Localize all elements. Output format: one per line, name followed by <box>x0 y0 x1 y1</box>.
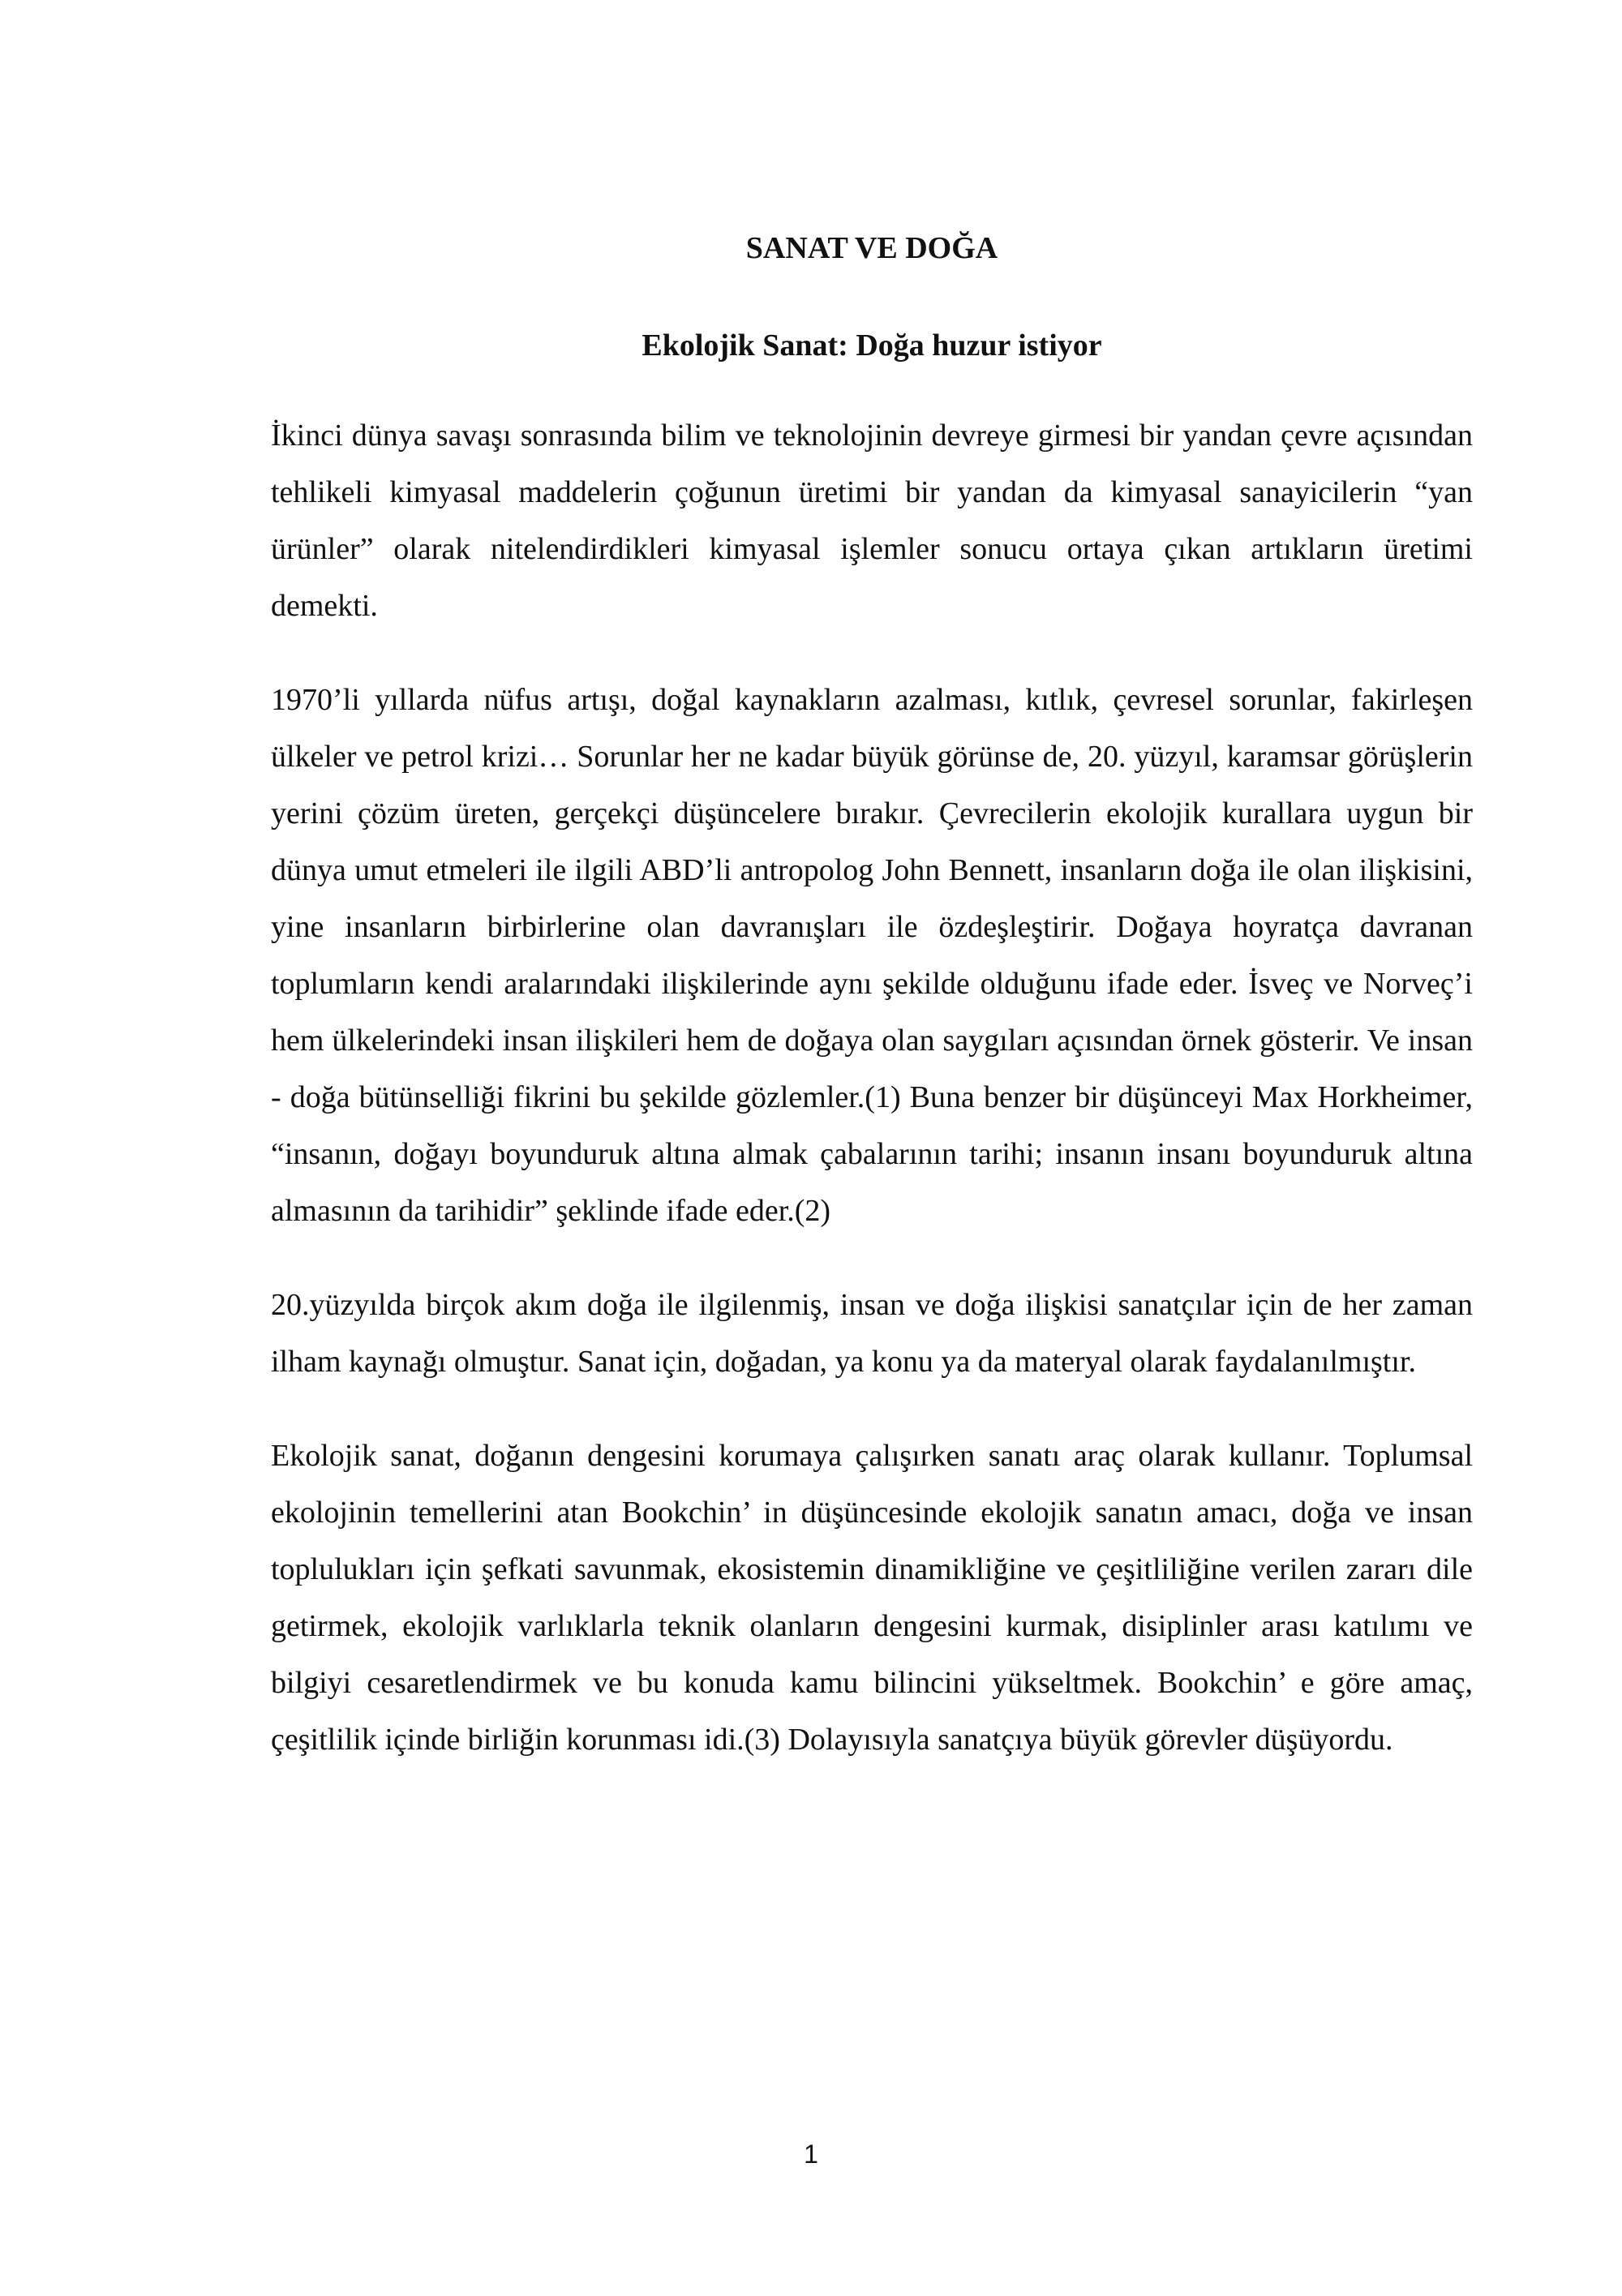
document-subtitle: Ekolojik Sanat: Doğa huzur istiyor <box>642 328 1102 363</box>
paragraph-2: 1970’li yıllarda nüfus artışı, doğal kaynakların azalması, kıtlık, çevresel sorunlar, fakirleşen ülkeler ve petrol krizi… Sorunlar her ne kadar büyük görünse de, 20. yüzyıl, karamsar görüşlerin yerini çözüm üreten, gerçekçi düşüncelere bırakır. Çevrecilerin ekolojik kurallara uygun bir dünya umut etmeleri ile ilgili ABD’li antropolog John Bennett, insanların doğa ile olan ilişkisini, yine insanların birbirlerine olan davranışları ile özdeşleştirir. Doğaya hoyratça davranan toplumların kendi aralarındaki ilişkilerinde aynı şekilde olduğunu ifade eder. İsveç ve Norveç’i hem ülkelerindeki insan ilişkileri hem de doğaya olan saygıları açısından örnek gösterir. Ve insan - doğa bütünselliği fikrini bu şekilde gözlemler.(1) Buna benzer bir düşünceyi Max Horkheimer, “insanın, doğayı boyunduruk altına almak çabalarının tarihi; insanın insanı boyunduruk altına almasının da tarihidir” şeklinde ifade eder.(2) <box>271 683 1473 1228</box>
page-number: 1 <box>804 2139 818 2169</box>
document-body <box>271 229 1473 1805</box>
paragraph-4: Ekolojik sanat, doğanın dengesini korumaya çalışırken sanatı araç olarak kullanır. Toplumsal ekolojinin temellerini atan Bookchin’ in düşüncesinde ekolojik sanatın amacı, doğa ve insan toplulukları için şefkati savunmak, ekosistemin dinamikliğine ve çeşitliliğine verilen zararı dile getirmek, ekolojik varlıklarla teknik olanların dengesini kurmak, disiplinler arası katılımı ve bilgiyi cesaretlendirmek ve bu konuda kamu bilincini yükseltmek. Bookchin’ e göre amaç, çeşitlilik içinde birliğin korunması idi.(3) Dolayısıyla sanatçıya büyük görevler düşüyordu. <box>271 1439 1473 1757</box>
paragraph-3: 20.yüzyılda birçok akım doğa ile ilgilenmiş, insan ve doğa ilişkisi sanatçılar için de her zaman ilham kaynağı olmuştur. Sanat için, doğadan, ya konu ya da materyal olarak faydalanılmıştır. <box>271 1288 1473 1379</box>
paragraph-1: İkinci dünya savaşı sonrasında bilim ve teknolojinin devreye girmesi bir yandan çevre açısından tehlikeli kimyasal maddelerin çoğunun üretimi bir yandan da kimyasal sanayicilerin “yan ürünler” olarak nitelendirdikleri kimyasal işlemler sonucu ortaya çıkan artıkların üretimi demekti. <box>271 418 1473 623</box>
document-title: SANAT VE DOĞA <box>745 231 998 265</box>
